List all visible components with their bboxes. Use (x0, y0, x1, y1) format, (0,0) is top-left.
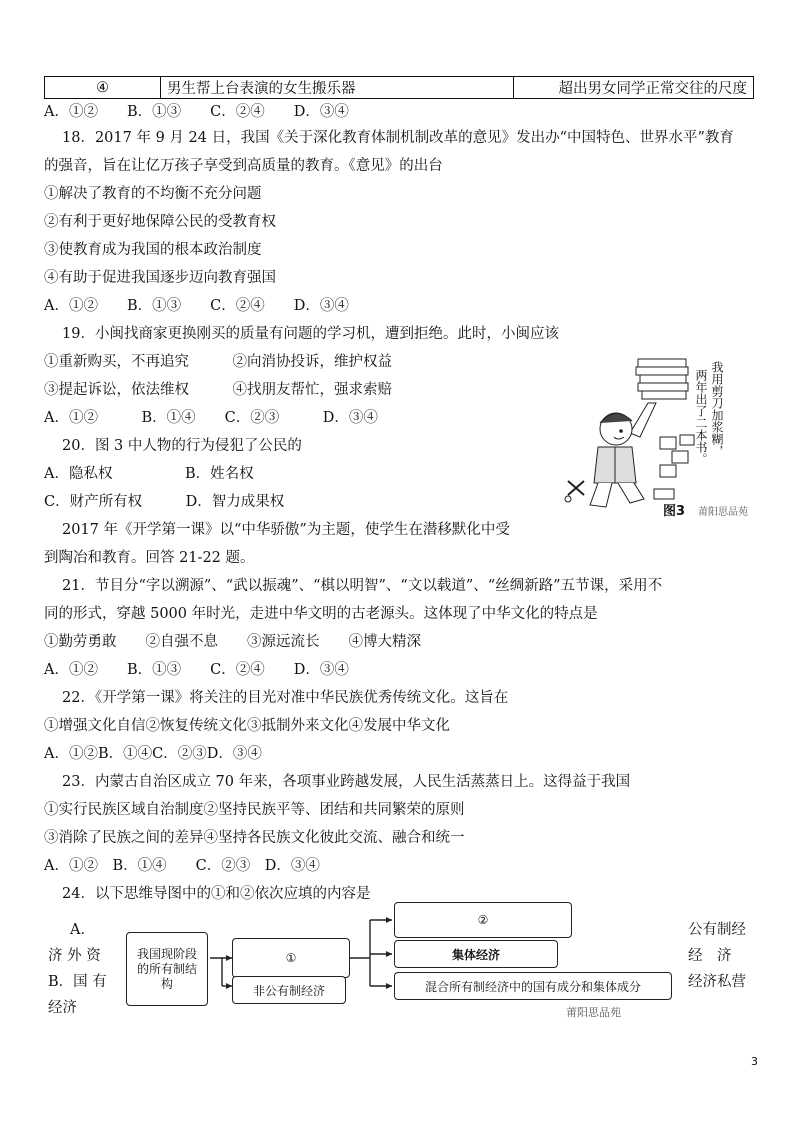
q19-answers: A．①② B．①④ C．②③ D．③④ (44, 410, 378, 426)
q20-line1: 20．图 3 中人物的行为侵犯了公民的 (62, 438, 302, 454)
q21-line2: 同的形式，穿越 5000 年时光，走进中华文明的古老源头。这体现了中华文化的特点是 (44, 606, 598, 622)
q22-options: ①增强文化自信②恢复传统文化③抵制外来文化④发展中华文化 (44, 718, 450, 734)
q18-answers: A．①② B．①③ C．②④ D．③④ (44, 298, 349, 314)
intro-line2: 到陶冶和教育。回答 21-22 题。 (44, 550, 255, 566)
q24-left-b: 济 外 资 (48, 948, 101, 964)
speech-line-1: 我用剪刀加浆糊， (710, 361, 724, 457)
table-row (45, 77, 754, 99)
figure-caption: 图3 (663, 504, 686, 519)
q19-options-34: ③提起诉讼，依法维权 ④找朋友帮忙，强求索赔 (44, 382, 392, 398)
q24-left-d: 经济 (48, 1000, 77, 1016)
q23-answers: A．①② B．①④ C．②③ D．③④ (44, 858, 320, 874)
q21-answers: A．①② B．①③ C．②④ D．③④ (44, 662, 349, 678)
q20-options-ab: A．隐私权 B．姓名权 (44, 466, 254, 482)
mindmap-node-2: 非公有制经济 (232, 976, 346, 1004)
q22-answers: A．①②B．①④C．②③D．③④ (44, 746, 262, 762)
mindmap-node-5: 混合所有制经济中的国有成分和集体成分 (394, 972, 672, 1000)
row-number: ④ (45, 77, 161, 99)
q24-right-b: 经 济 (688, 948, 732, 964)
q18-line2: 的强音，旨在让亿万孩子享受到高质量的教育。《意见》的出台 (44, 158, 443, 174)
q18-option-4: ④有助于促进我国逐步迈向教育强国 (44, 270, 276, 286)
q21-options: ①勤劳勇敢 ②自强不息 ③源远流长 ④博大精深 (44, 634, 421, 650)
q17-options: A．①② B．①③ C．②④ D．③④ (44, 104, 349, 120)
q18-option-2: ②有利于更好地保障公民的受教育权 (44, 214, 276, 230)
q18-option-1: ①解决了教育的不均衡不充分问题 (44, 186, 262, 202)
q20-options-cd: C．财产所有权 D．智力成果权 (44, 494, 285, 510)
watermark: 莆阳思品苑 (566, 1006, 621, 1019)
q22-line1: 22．《开学第一课》将关注的目光对准中华民族优秀传统文化。这旨在 (62, 690, 509, 706)
figure-watermark: 莆阳思品苑 (698, 507, 748, 518)
mindmap-node-4: 集体经济 (394, 940, 558, 968)
q24-left-a: A． (70, 922, 95, 938)
speech-line-2: 两年出了二本书。 (694, 369, 708, 465)
q24-left-c: B．国 有 (48, 974, 107, 990)
cartoon-figure (560, 355, 760, 519)
row-judgement: 超出男女同学正常交往的尺度 (514, 77, 754, 99)
q23-line1: 23．内蒙古自治区成立 70 年来，各项事业跨越发展，人民生活蒸蒸日上。这得益于我国 (62, 774, 631, 790)
q19-line1: 19．小闽找商家更换刚买的质量有问题的学习机，遭到拒绝。此时，小闽应该 (62, 326, 559, 342)
row-behavior: 男生帮上台表演的女生搬乐器 (161, 77, 514, 99)
q24-right-a: 公有制经 (688, 922, 746, 938)
mindmap-node-3: ② (394, 902, 572, 938)
q18-option-3: ③使教育成为我国的根本政治制度 (44, 242, 262, 258)
q24-right-c: 经济私营 (688, 974, 746, 990)
q23-options-12: ①实行民族区域自治制度②坚持民族平等、团结和共同繁荣的原则 (44, 802, 465, 818)
q24-line1: 24．以下思维导图中的①和②依次应填的内容是 (62, 886, 371, 902)
q23-options-34: ③消除了民族之间的差异④坚持各民族文化彼此交流、融合和统一 (44, 830, 465, 846)
mindmap-node-1: ① (232, 938, 350, 978)
page-number: 3 (751, 1055, 758, 1068)
mindmap-root: 我国现阶段的所有制结构 (126, 932, 208, 1006)
q21-line1: 21．节目分“字以溯源”、“武以振魂”、“棋以明智”、“文以载道”、“丝绸新路”五节课，采用不 (62, 578, 663, 594)
cartoon-illustration (560, 355, 760, 515)
intro-line1: 2017 年《开学第一课》以“中华骄傲”为主题，使学生在潜移默化中受 (62, 522, 510, 538)
q19-options-12: ①重新购买，不再追究 ②向消协投诉，维护权益 (44, 354, 392, 370)
answer-table (44, 76, 754, 99)
q18-line1: 18．2017 年 9 月 24 日，我国《关于深化教育体制机制改革的意见》发出办“中国特色、世界水平”教育 (62, 130, 734, 146)
